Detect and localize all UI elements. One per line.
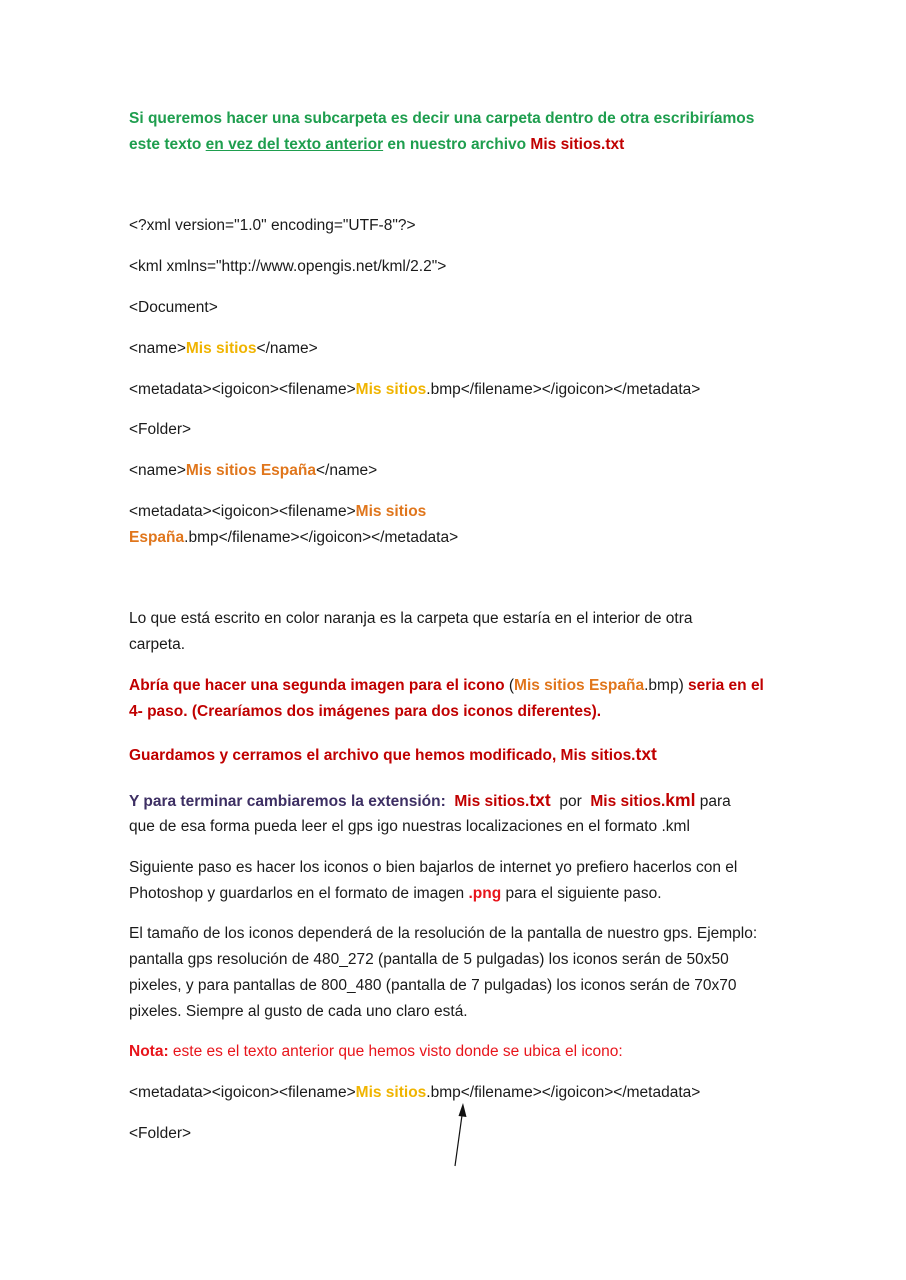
document-tag: <Document> bbox=[129, 299, 218, 316]
name-tag: <name>Mis sitios</name> bbox=[129, 340, 318, 357]
icon-size-paragraph: El tamaño de los iconos dependerá de la resolución de la pantalla de nuestro gps. Ejemplo: pantalla gps resolución de 480_272 (pantalla de 5 pulgadas) los iconos serán de 50x50 pixeles, y para pantallas de 800_480 (pantalla de 7 pulgadas) los iconos serán de 70x70 pixeles. Siempre al gusto de cada uno claro está. bbox=[129, 925, 758, 1020]
final-paragraph-line2: que de esa forma pueda leer el gps igo nuestras localizaciones en el formato .kml bbox=[129, 818, 690, 835]
sub-metadata-tag-line1: <metadata><igoicon><filename>Mis sitios bbox=[129, 503, 427, 520]
name-value: Mis sitios bbox=[185, 340, 257, 357]
xml-declaration: <?xml version="1.0" encoding="UTF-8"?> bbox=[129, 217, 416, 234]
kml-tag: <kml xmlns="http://www.opengis.net/kml/2.2"> bbox=[129, 258, 447, 275]
intro-underlined: en vez del texto anterior bbox=[205, 136, 384, 153]
metadata-value: Mis sitios bbox=[355, 381, 427, 398]
nota-paragraph: Nota: este es el texto anterior que hemos visto donde se ubica el icono: bbox=[129, 1043, 623, 1060]
intro-text-2: en nuestro archivo bbox=[383, 136, 531, 153]
footer-metadata-tag: <metadata><igoicon><filename>Mis sitios.bmp</filename></igoicon></metadata> bbox=[129, 1084, 701, 1101]
icons-paragraph: Siguiente paso es hacer los iconos o bien bajarlos de internet yo prefiero hacerlos con el Photoshop y guardarlos en el formato de imagen .png para el siguiente paso. bbox=[129, 859, 738, 902]
orange-note-paragraph: Lo que está escrito en color naranja es la carpeta que estaría en el interior de otra carpeta. bbox=[129, 610, 693, 653]
sub-metadata-tag-line2: España.bmp</filename></igoicon></metadata> bbox=[129, 529, 459, 546]
footer-folder-tag: <Folder> bbox=[129, 1125, 192, 1142]
second-image-paragraph: Abría que hacer una segunda imagen para el icono (Mis sitios España.bmp) seria en el 4- paso. (Crearíamos dos imágenes para dos iconos diferentes). bbox=[129, 677, 764, 720]
metadata-tag: <metadata><igoicon><filename>Mis sitios.bmp</filename></igoicon></metadata> bbox=[129, 381, 701, 398]
save-paragraph: Guardamos y cerramos el archivo que hemos modificado, Mis sitios.txt bbox=[129, 744, 657, 764]
sub-name-value: Mis sitios España bbox=[185, 462, 316, 479]
nota-label: Nota: bbox=[129, 1043, 169, 1060]
sub-name-tag: <name>Mis sitios España</name> bbox=[129, 462, 378, 479]
final-paragraph-line1: Y para terminar cambiaremos la extensión: Mis sitios.txt por Mis sitios.kml para bbox=[129, 790, 731, 810]
folder-tag: <Folder> bbox=[129, 421, 192, 438]
intro-file: Mis sitios.txt bbox=[530, 136, 625, 153]
intro-text: Si queremos hacer una subcarpeta es decir una carpeta dentro de otra escribiríamos este texto bbox=[129, 110, 755, 153]
